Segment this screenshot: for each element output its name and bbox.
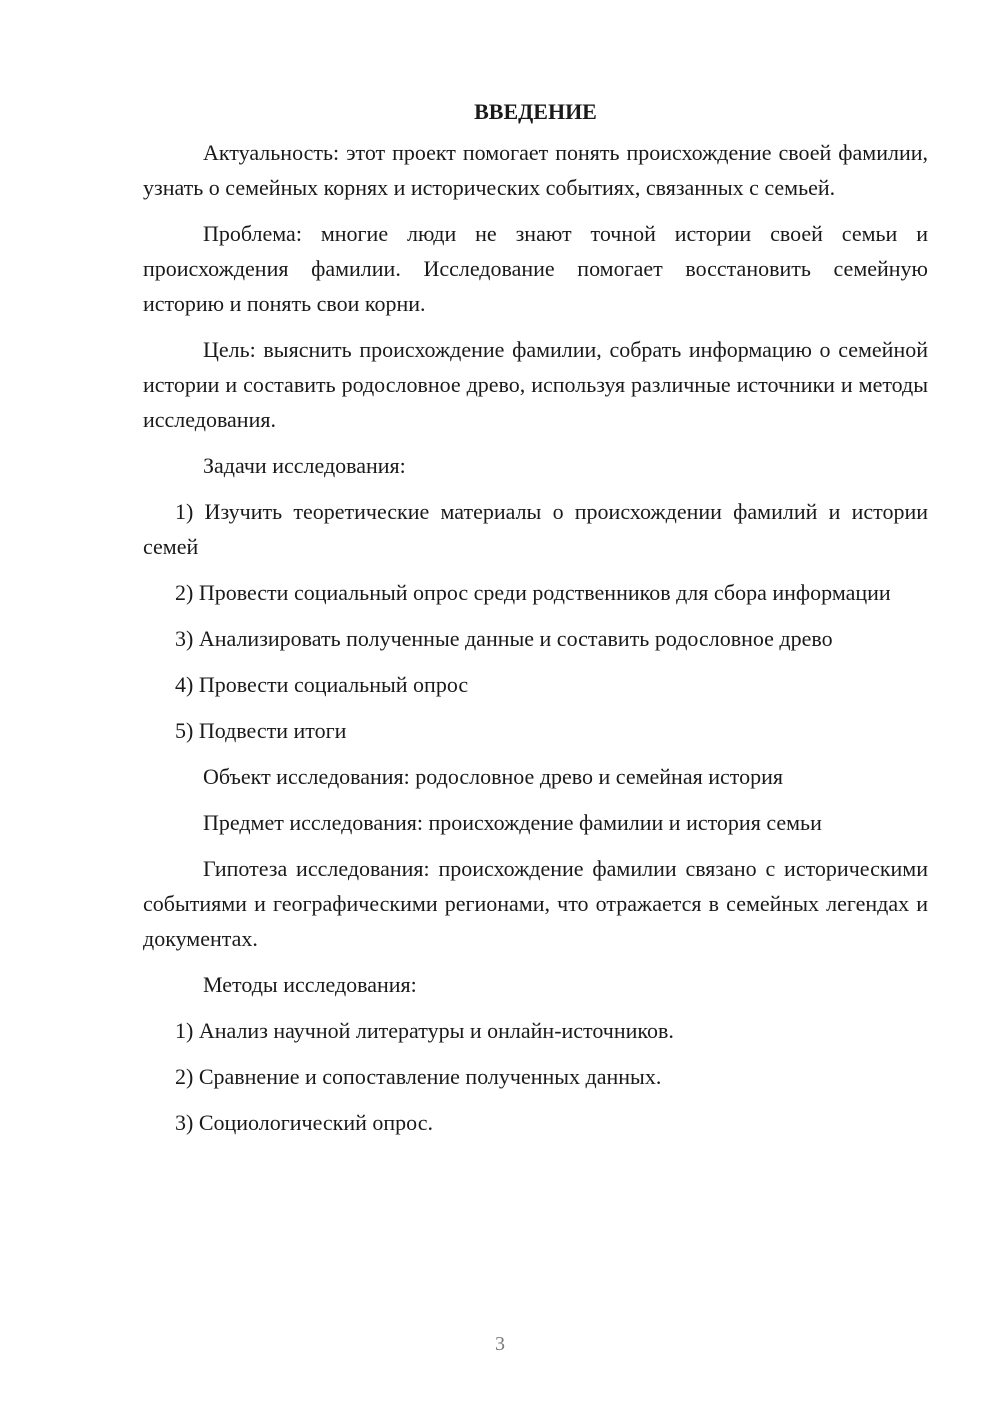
page-title: ВВЕДЕНИЕ: [474, 99, 597, 124]
subject-paragraph: Предмет исследования: происхождение фамилии и история семьи: [203, 810, 822, 835]
task-item: 5) Подвести итоги: [175, 718, 347, 743]
task-item: 3) Анализировать полученные данные и составить родословное древо: [175, 626, 833, 651]
hypothesis-paragraph: Гипотеза исследования: происхождение фамилии связано с историческими событиями и географическими регионами, что отражается в семейных легендах и документах.: [143, 856, 928, 951]
methods-heading: Методы исследования:: [203, 972, 417, 997]
task-item: 2) Провести социальный опрос среди родственников для сбора информации: [175, 580, 891, 605]
task-item: 4) Провести социальный опрос: [175, 672, 469, 697]
page-number: 3: [495, 1333, 505, 1355]
method-item: 3) Социологический опрос.: [175, 1110, 433, 1135]
task-item: 1) Изучить теоретические материалы о происхождении фамилий и истории семей: [143, 499, 928, 559]
method-item: 2) Сравнение и сопоставление полученных данных.: [175, 1064, 662, 1089]
relevance-paragraph: Актуальность: этот проект помогает понять происхождение своей фамилии, узнать о семейных корнях и исторических событиях, связанных с семьей.: [143, 140, 928, 200]
goal-paragraph: Цель: выяснить происхождение фамилии, собрать информацию о семейной истории и составить родословное древо, используя различные источники и методы исследования.: [143, 337, 928, 432]
object-paragraph: Объект исследования: родословное древо и семейная история: [203, 764, 783, 789]
method-item: 1) Анализ научной литературы и онлайн-источников.: [175, 1018, 674, 1043]
tasks-heading: Задачи исследования:: [203, 453, 406, 478]
problem-paragraph: Проблема: многие люди не знают точной истории своей семьи и происхождения фамилии. Исследование помогает восстановить семейную историю и понять свои корни.: [143, 221, 928, 316]
